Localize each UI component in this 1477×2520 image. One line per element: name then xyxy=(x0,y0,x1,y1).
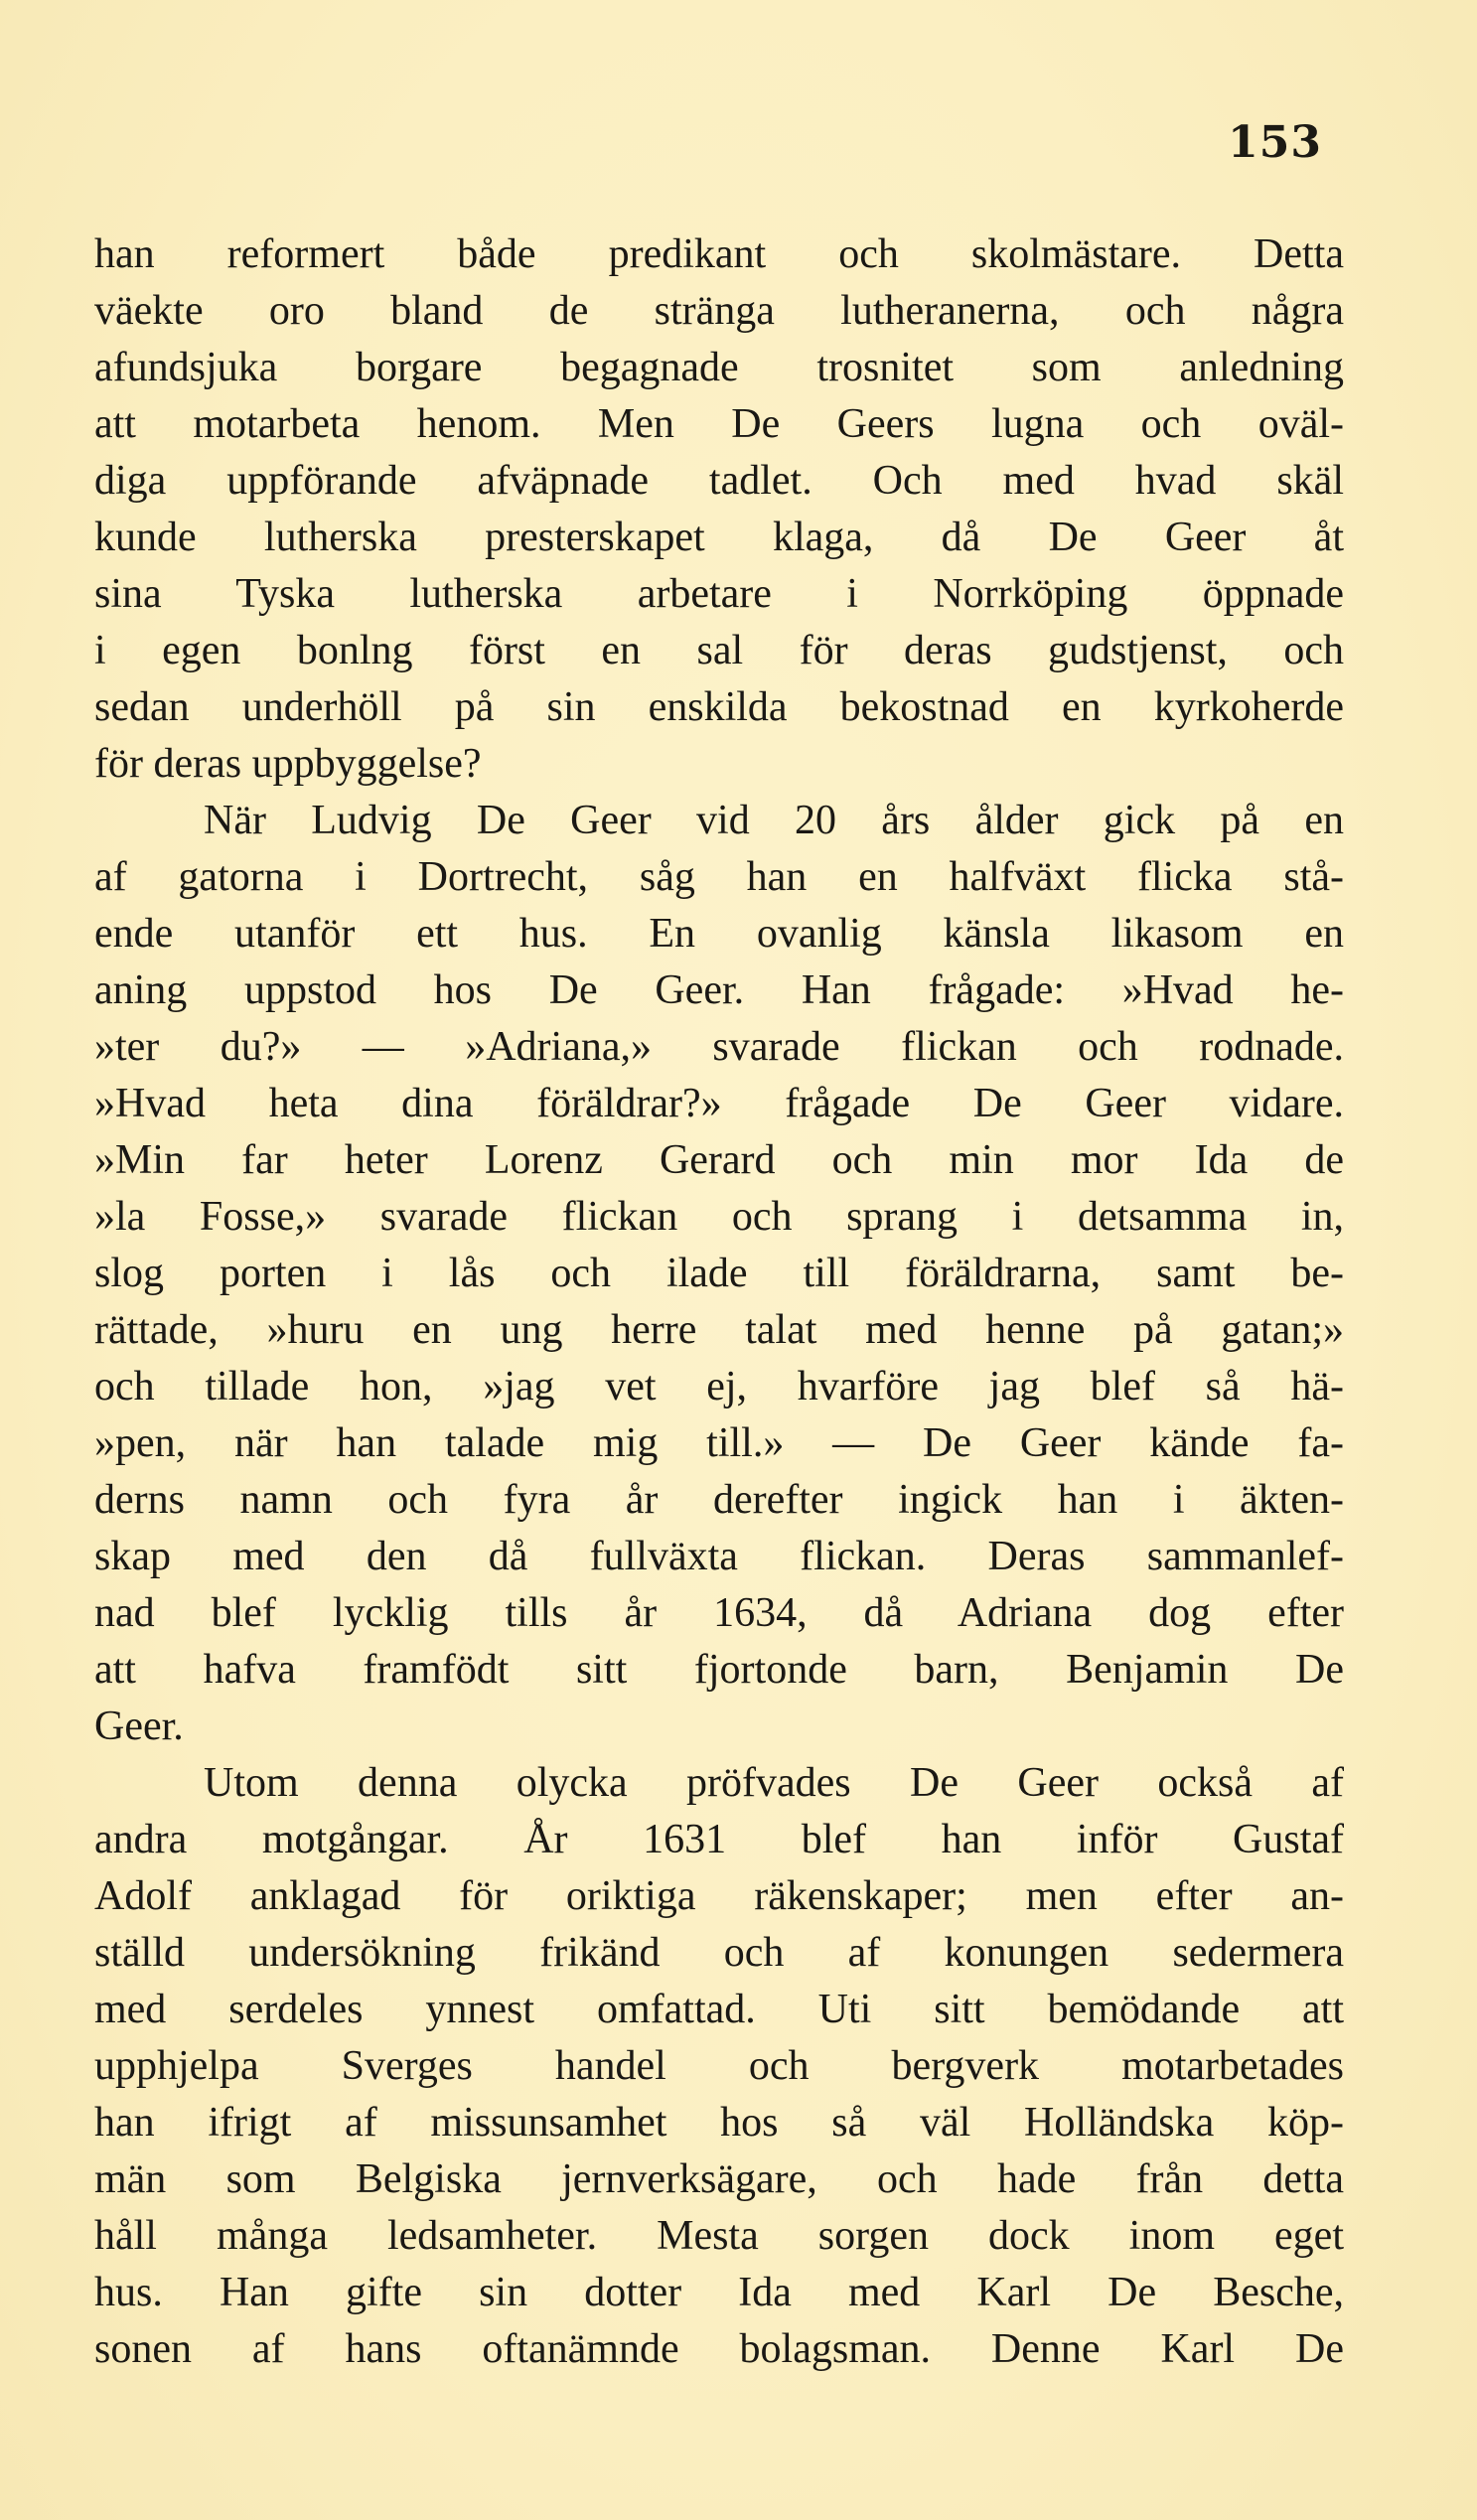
body-text xyxy=(94,226,1344,2378)
text-line: skap med den då fullväxta flickan. Deras sammanlef- xyxy=(94,1534,1344,1579)
text-line: derns namn och fyra år derefter ingick han i äkten- xyxy=(94,1477,1344,1523)
text-line: han ifrigt af missunsamhet hos så väl Holländska köp- xyxy=(94,2100,1344,2146)
text-line: diga uppförande afväpnade tadlet. Och med hvad skäl xyxy=(94,458,1344,504)
text-line: för deras uppbyggelse? xyxy=(94,741,482,787)
text-line: kunde lutherska presterskapet klaga, då De Geer åt xyxy=(94,515,1344,560)
text-line: och tillade hon, »jag vet ej, hvarföre jag blef så hä- xyxy=(94,1364,1344,1409)
text-line: När Ludvig De Geer vid 20 års ålder gick på en xyxy=(204,798,1344,843)
text-line: män som Belgiska jernverksägare, och hade från detta xyxy=(94,2156,1344,2202)
text-line: ställd undersökning frikänd och af konungen sedermera xyxy=(94,1930,1344,1976)
text-line: andra motgångar. År 1631 blef han inför Gustaf xyxy=(94,1817,1344,1862)
text-line: håll många ledsamheter. Mesta sorgen dock inom eget xyxy=(94,2213,1344,2259)
text-line: afundsjuka borgare begagnade trosnitet som anledning xyxy=(94,345,1344,390)
text-line: sonen af hans oftanämnde bolagsman. Denne Karl De xyxy=(94,2326,1344,2372)
text-line: Geer. xyxy=(94,1704,184,1749)
text-line: Utom denna olycka pröfvades De Geer också af xyxy=(204,1760,1344,1806)
text-line: han reformert både predikant och skolmästare. Detta xyxy=(94,231,1344,277)
text-line: »Hvad heta dina föräldrar?» frågade De Geer vidare. xyxy=(94,1081,1344,1126)
text-line: slog porten i lås och ilade till föräldrarna, samt be- xyxy=(94,1251,1344,1296)
text-line: sina Tyska lutherska arbetare i Norrköping öppnade xyxy=(94,571,1344,617)
text-line: »pen, när han talade mig till.» — De Geer kände fa- xyxy=(94,1420,1344,1466)
text-line: sedan underhöll på sin enskilda bekostnad en kyrkoherde xyxy=(94,684,1344,730)
text-line: »ter du?» — »Adriana,» svarade flickan och rodnade. xyxy=(94,1024,1344,1070)
page-number: 153 xyxy=(1228,117,1322,168)
text-line: ende utanför ett hus. En ovanlig känsla likasom en xyxy=(94,911,1344,957)
text-line: hus. Han gifte sin dotter Ida med Karl De Besche, xyxy=(94,2270,1344,2315)
text-line: att hafva framfödt sitt fjortonde barn, Benjamin De xyxy=(94,1647,1344,1693)
text-line: i egen bonlng först en sal för deras gudstjenst, och xyxy=(94,628,1344,673)
text-line: »Min far heter Lorenz Gerard och min mor Ida de xyxy=(94,1137,1344,1183)
text-line: »la Fosse,» svarade flickan och sprang i detsamma in, xyxy=(94,1194,1344,1240)
text-line: aning uppstod hos De Geer. Han frågade: »Hvad he- xyxy=(94,967,1344,1013)
text-line: Adolf anklagad för oriktiga räkenskaper; men efter an- xyxy=(94,1873,1344,1919)
text-line: med serdeles ynnest omfattad. Uti sitt bemödande att xyxy=(94,1987,1344,2032)
text-line: upphjelpa Sverges handel och bergverk motarbetades xyxy=(94,2043,1344,2089)
text-line: nad blef lycklig tills år 1634, då Adriana dog efter xyxy=(94,1590,1344,1636)
text-line: rättade, »huru en ung herre talat med henne på gatan;» xyxy=(94,1307,1344,1353)
text-line: af gatorna i Dortrecht, såg han en halfväxt flicka stå- xyxy=(94,854,1344,900)
text-line: väekte oro bland de stränga lutheranerna, och några xyxy=(94,288,1344,334)
text-line: att motarbeta henom. Men De Geers lugna och oväl- xyxy=(94,401,1344,447)
